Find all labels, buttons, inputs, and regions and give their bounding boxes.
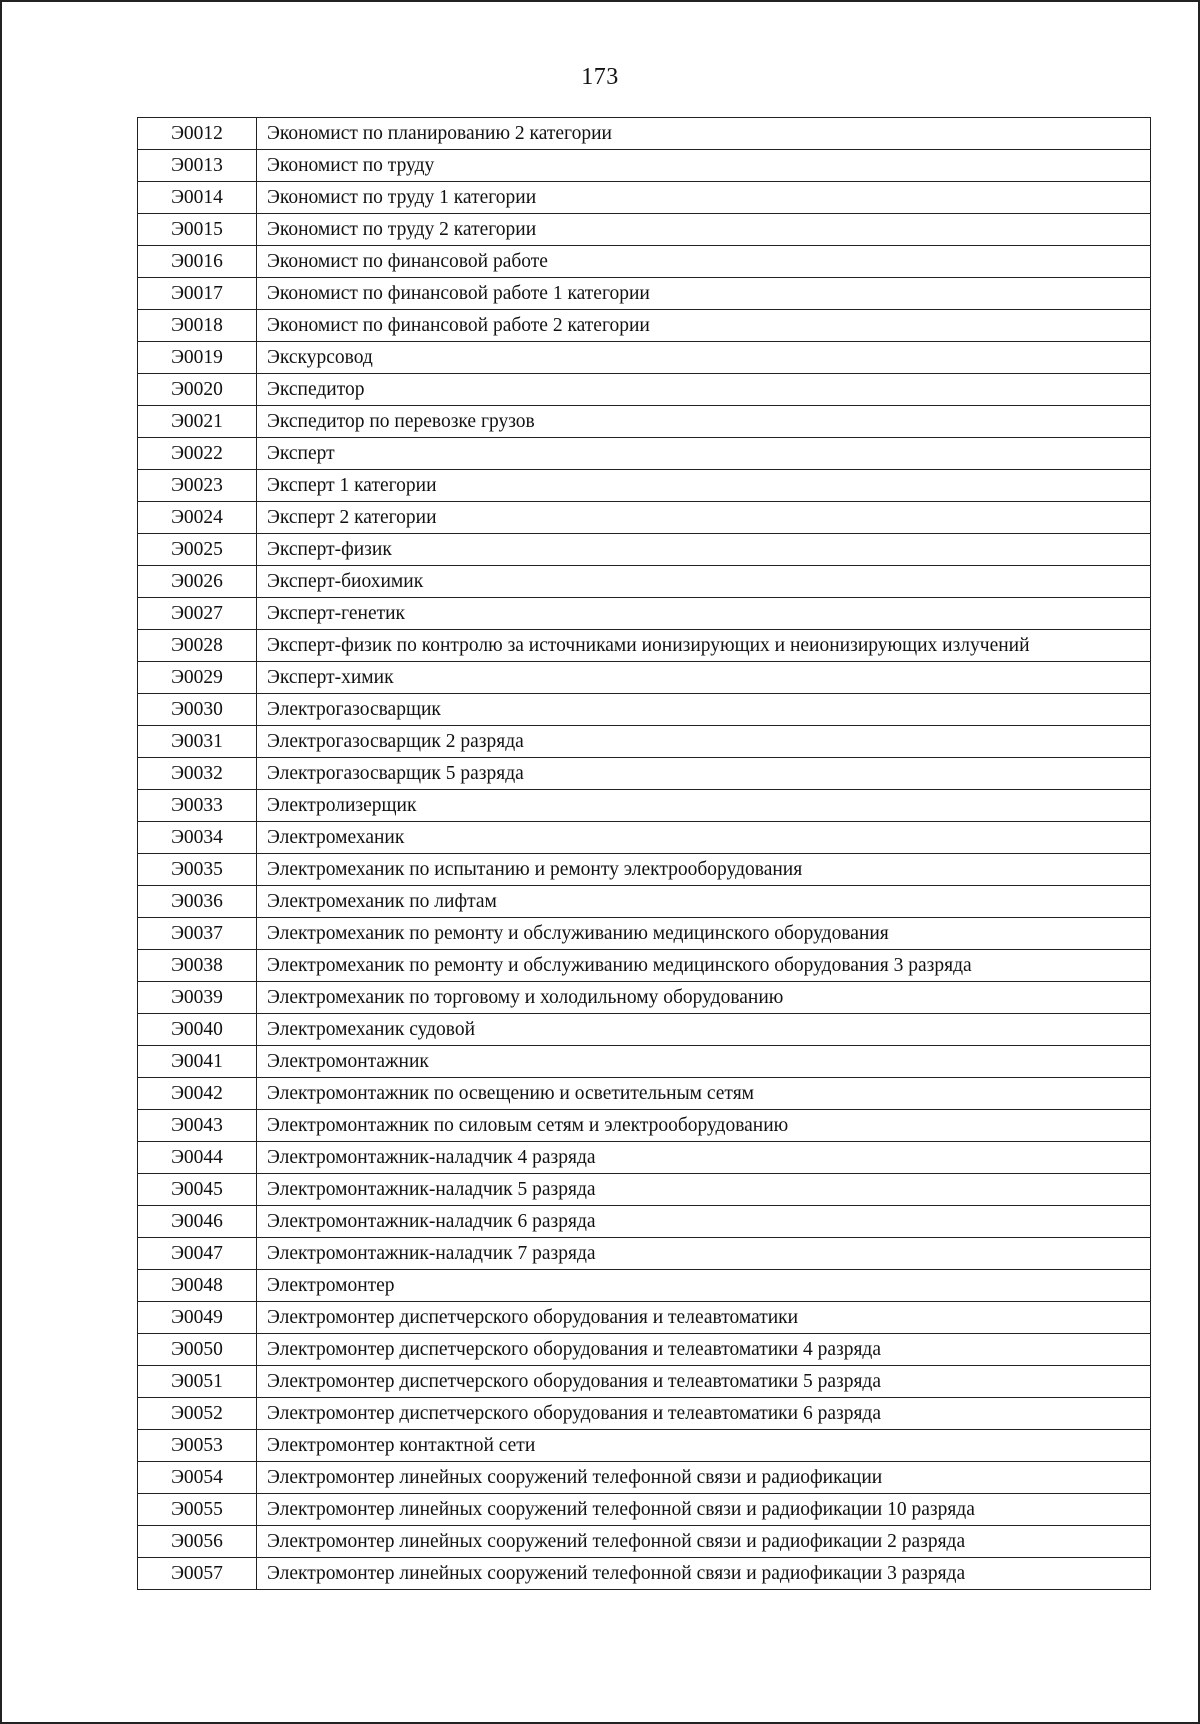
row-occupation-name: Электролизерщик	[257, 790, 1151, 822]
row-code: Э0048	[138, 1270, 257, 1302]
row-occupation-name: Эксперт 1 категории	[257, 470, 1151, 502]
row-occupation-name: Электромонтажник-наладчик 7 разряда	[257, 1238, 1151, 1270]
row-occupation-name: Экономист по труду	[257, 150, 1151, 182]
row-code: Э0045	[138, 1174, 257, 1206]
table-row	[138, 278, 1151, 310]
row-code: Э0053	[138, 1430, 257, 1462]
row-code: Э0051	[138, 1366, 257, 1398]
table-row	[138, 150, 1151, 182]
row-occupation-name: Электромонтер диспетчерского оборудования и телеавтоматики	[257, 1302, 1151, 1334]
row-code: Э0036	[138, 886, 257, 918]
row-occupation-name: Экскурсовод	[257, 342, 1151, 374]
row-code: Э0024	[138, 502, 257, 534]
table-row	[138, 1526, 1151, 1558]
row-occupation-name: Электромонтер линейных сооружений телефонной связи и радиофикации	[257, 1462, 1151, 1494]
table-row	[138, 566, 1151, 598]
row-code: Э0015	[138, 214, 257, 246]
row-occupation-name: Экономист по финансовой работе 1 категории	[257, 278, 1151, 310]
row-occupation-name: Электромеханик по испытанию и ремонту электрооборудования	[257, 854, 1151, 886]
table-row	[138, 534, 1151, 566]
table-row	[138, 1078, 1151, 1110]
row-occupation-name: Эксперт-физик по контролю за источниками ионизирующих и неионизирующих излучений	[257, 630, 1151, 662]
row-code: Э0012	[138, 118, 257, 150]
page-number: 173	[581, 64, 619, 90]
table-body	[138, 118, 1151, 1590]
table-row	[138, 182, 1151, 214]
row-occupation-name: Электромонтер линейных сооружений телефонной связи и радиофикации 3 разряда	[257, 1558, 1151, 1590]
table-row	[138, 1558, 1151, 1590]
row-code: Э0040	[138, 1014, 257, 1046]
row-code: Э0054	[138, 1462, 257, 1494]
row-code: Э0034	[138, 822, 257, 854]
row-code: Э0017	[138, 278, 257, 310]
row-code: Э0049	[138, 1302, 257, 1334]
row-occupation-name: Электромеханик по ремонту и обслуживанию медицинского оборудования 3 разряда	[257, 950, 1151, 982]
row-occupation-name: Электромонтер линейных сооружений телефонной связи и радиофикации 10 разряда	[257, 1494, 1151, 1526]
table-row	[138, 694, 1151, 726]
table-row	[138, 1206, 1151, 1238]
row-code: Э0013	[138, 150, 257, 182]
table-row	[138, 822, 1151, 854]
table-row	[138, 438, 1151, 470]
table-row	[138, 214, 1151, 246]
row-code: Э0025	[138, 534, 257, 566]
row-occupation-name: Экспедитор по перевозке грузов	[257, 406, 1151, 438]
table-row	[138, 982, 1151, 1014]
table-row	[138, 662, 1151, 694]
row-occupation-name: Электромонтер диспетчерского оборудования и телеавтоматики 4 разряда	[257, 1334, 1151, 1366]
row-code: Э0043	[138, 1110, 257, 1142]
table-row	[138, 502, 1151, 534]
row-code: Э0047	[138, 1238, 257, 1270]
row-code: Э0028	[138, 630, 257, 662]
row-occupation-name: Электромонтажник-наладчик 6 разряда	[257, 1206, 1151, 1238]
table-row	[138, 1494, 1151, 1526]
row-code: Э0050	[138, 1334, 257, 1366]
row-code: Э0031	[138, 726, 257, 758]
table-row	[138, 1398, 1151, 1430]
table-row	[138, 1142, 1151, 1174]
row-occupation-name: Электромеханик по лифтам	[257, 886, 1151, 918]
row-code: Э0020	[138, 374, 257, 406]
table-row	[138, 886, 1151, 918]
row-occupation-name: Электромонтажник	[257, 1046, 1151, 1078]
table-row	[138, 1462, 1151, 1494]
table-row	[138, 630, 1151, 662]
row-occupation-name: Эксперт	[257, 438, 1151, 470]
table-row	[138, 1238, 1151, 1270]
row-code: Э0019	[138, 342, 257, 374]
table-row	[138, 758, 1151, 790]
row-occupation-name: Эксперт 2 категории	[257, 502, 1151, 534]
table-row	[138, 310, 1151, 342]
row-occupation-name: Экономист по финансовой работе	[257, 246, 1151, 278]
table-row	[138, 1270, 1151, 1302]
table-row	[138, 1110, 1151, 1142]
row-occupation-name: Электромеханик по торговому и холодильному оборудованию	[257, 982, 1151, 1014]
table-row	[138, 598, 1151, 630]
row-code: Э0030	[138, 694, 257, 726]
occupation-codes-table	[137, 117, 1151, 1590]
row-code: Э0055	[138, 1494, 257, 1526]
row-occupation-name: Электромонтажник по освещению и осветительным сетям	[257, 1078, 1151, 1110]
row-occupation-name: Эксперт-физик	[257, 534, 1151, 566]
row-occupation-name: Электромонтер	[257, 1270, 1151, 1302]
row-occupation-name: Электромонтер контактной сети	[257, 1430, 1151, 1462]
row-code: Э0018	[138, 310, 257, 342]
table-row	[138, 1174, 1151, 1206]
table-row	[138, 246, 1151, 278]
table-row	[138, 918, 1151, 950]
row-code: Э0016	[138, 246, 257, 278]
row-occupation-name: Эксперт-химик	[257, 662, 1151, 694]
row-code: Э0023	[138, 470, 257, 502]
row-occupation-name: Электромонтер диспетчерского оборудования и телеавтоматики 6 разряда	[257, 1398, 1151, 1430]
table-row	[138, 1430, 1151, 1462]
row-code: Э0029	[138, 662, 257, 694]
table-row	[138, 1366, 1151, 1398]
row-occupation-name: Электрогазосварщик 2 разряда	[257, 726, 1151, 758]
row-occupation-name: Экономист по труду 2 категории	[257, 214, 1151, 246]
row-code: Э0038	[138, 950, 257, 982]
row-occupation-name: Электромеханик	[257, 822, 1151, 854]
row-code: Э0056	[138, 1526, 257, 1558]
row-occupation-name: Электрогазосварщик 5 разряда	[257, 758, 1151, 790]
table-row	[138, 470, 1151, 502]
row-code: Э0042	[138, 1078, 257, 1110]
table-row	[138, 406, 1151, 438]
row-code: Э0032	[138, 758, 257, 790]
row-occupation-name: Электромонтер линейных сооружений телефонной связи и радиофикации 2 разряда	[257, 1526, 1151, 1558]
row-occupation-name: Экспедитор	[257, 374, 1151, 406]
row-occupation-name: Экономист по планированию 2 категории	[257, 118, 1151, 150]
row-code: Э0044	[138, 1142, 257, 1174]
row-occupation-name: Эксперт-генетик	[257, 598, 1151, 630]
table-row	[138, 342, 1151, 374]
row-occupation-name: Электромеханик судовой	[257, 1014, 1151, 1046]
table-row	[138, 854, 1151, 886]
row-code: Э0027	[138, 598, 257, 630]
row-occupation-name: Электромонтер диспетчерского оборудования и телеавтоматики 5 разряда	[257, 1366, 1151, 1398]
row-code: Э0046	[138, 1206, 257, 1238]
row-code: Э0052	[138, 1398, 257, 1430]
row-occupation-name: Экономист по финансовой работе 2 категории	[257, 310, 1151, 342]
table-row	[138, 1046, 1151, 1078]
table-row	[138, 1302, 1151, 1334]
row-occupation-name: Электромонтажник по силовым сетям и электрооборудованию	[257, 1110, 1151, 1142]
table-row	[138, 950, 1151, 982]
table-row	[138, 374, 1151, 406]
row-code: Э0057	[138, 1558, 257, 1590]
row-occupation-name: Экономист по труду 1 категории	[257, 182, 1151, 214]
row-code: Э0041	[138, 1046, 257, 1078]
row-code: Э0026	[138, 566, 257, 598]
row-code: Э0033	[138, 790, 257, 822]
table-row	[138, 790, 1151, 822]
table-row	[138, 726, 1151, 758]
row-occupation-name: Эксперт-биохимик	[257, 566, 1151, 598]
row-code: Э0021	[138, 406, 257, 438]
table-row	[138, 1334, 1151, 1366]
row-occupation-name: Электромеханик по ремонту и обслуживанию медицинского оборудования	[257, 918, 1151, 950]
row-occupation-name: Электрогазосварщик	[257, 694, 1151, 726]
row-code: Э0039	[138, 982, 257, 1014]
row-code: Э0035	[138, 854, 257, 886]
table-row	[138, 118, 1151, 150]
row-code: Э0014	[138, 182, 257, 214]
table-row	[138, 1014, 1151, 1046]
row-code: Э0037	[138, 918, 257, 950]
row-code: Э0022	[138, 438, 257, 470]
row-occupation-name: Электромонтажник-наладчик 4 разряда	[257, 1142, 1151, 1174]
row-occupation-name: Электромонтажник-наладчик 5 разряда	[257, 1174, 1151, 1206]
